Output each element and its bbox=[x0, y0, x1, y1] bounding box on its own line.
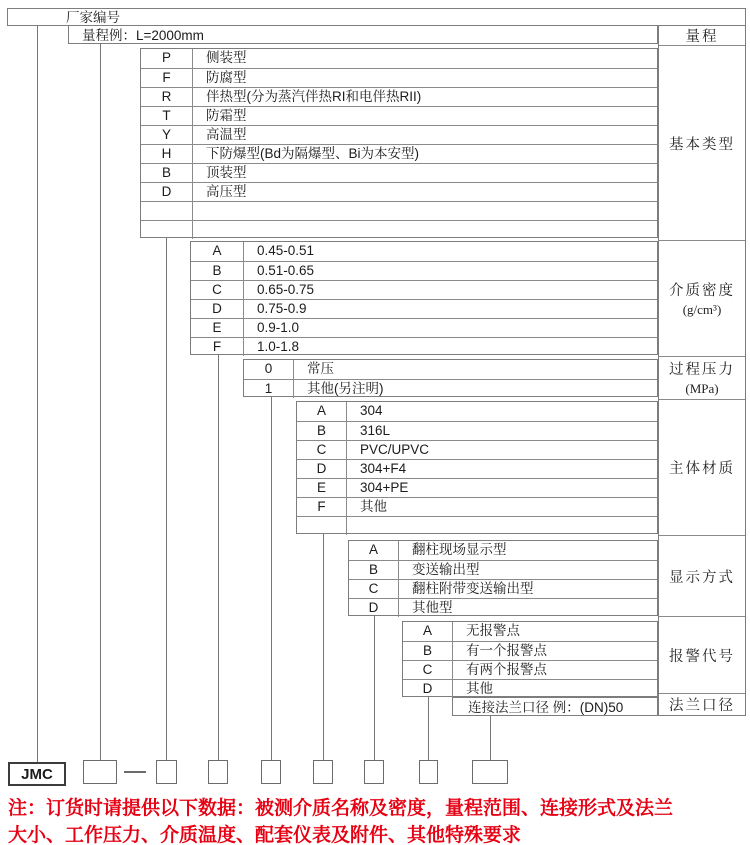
label-body-material bbox=[659, 399, 745, 534]
table-row bbox=[141, 163, 657, 182]
desc-cell: 侧装型 bbox=[206, 50, 247, 65]
label-medium-density-unit: (g/cm³) bbox=[682, 301, 722, 317]
desc-cell: 其他(另注明) bbox=[307, 381, 384, 396]
desc-cell: 0.65-0.75 bbox=[257, 282, 315, 297]
table-row bbox=[297, 497, 657, 516]
code-box-display-mode bbox=[364, 760, 384, 784]
table-row bbox=[141, 87, 657, 106]
ordering-note bbox=[8, 795, 746, 845]
range-example-row bbox=[68, 25, 658, 44]
code-cell: R bbox=[141, 88, 193, 106]
label-medium-density bbox=[659, 240, 745, 355]
table-row bbox=[191, 318, 657, 337]
table-row bbox=[403, 679, 657, 698]
table-row bbox=[297, 478, 657, 497]
desc-cell: 0.75-0.9 bbox=[257, 301, 307, 316]
code-cell: D bbox=[191, 300, 244, 318]
desc-cell bbox=[193, 202, 657, 220]
table-row bbox=[244, 379, 657, 398]
table-row bbox=[297, 440, 657, 459]
connector-line-flange bbox=[490, 716, 491, 760]
desc-cell: 伴热型(分为蒸汽伴热RI和电伴热RII) bbox=[206, 89, 422, 104]
table-row bbox=[141, 49, 657, 68]
code-cell: B bbox=[297, 422, 347, 440]
code-cell bbox=[141, 202, 193, 220]
desc-cell: 防腐型 bbox=[206, 70, 247, 85]
code-cell: C bbox=[403, 661, 453, 679]
label-body-material-text: 主体材质 bbox=[669, 461, 735, 478]
table-row bbox=[349, 541, 657, 560]
flange-row bbox=[452, 697, 658, 716]
group-body-material bbox=[296, 401, 658, 534]
code-box-body-material bbox=[313, 760, 333, 784]
desc-cell: 常压 bbox=[307, 361, 334, 376]
table-row bbox=[403, 622, 657, 641]
code-cell bbox=[141, 221, 193, 239]
desc-cell: 0.9-1.0 bbox=[257, 320, 300, 335]
range-example-text: 量程例：L=2000mm bbox=[82, 28, 204, 43]
code-box-alarm-code bbox=[419, 760, 438, 784]
label-flange-size bbox=[659, 693, 745, 715]
code-cell: D bbox=[141, 183, 193, 201]
desc-cell: 316L bbox=[360, 423, 391, 438]
factory-number-row bbox=[7, 8, 746, 26]
code-cell: C bbox=[349, 580, 399, 598]
desc-cell: 0.51-0.65 bbox=[257, 263, 315, 278]
group-medium-density bbox=[190, 241, 658, 355]
model-prefix-box: JMC bbox=[8, 762, 66, 786]
flange-row-text: 连接法兰口径 例：(DN)50 bbox=[468, 700, 624, 715]
desc-cell: 304+F4 bbox=[360, 461, 407, 476]
desc-cell: 高温型 bbox=[206, 127, 247, 142]
factory-number-label: 厂家编号 bbox=[66, 10, 120, 25]
desc-cell: 高压型 bbox=[206, 184, 247, 199]
label-medium-density-text: 介质密度 bbox=[669, 282, 735, 299]
connector-line-factory bbox=[37, 26, 38, 762]
table-row bbox=[191, 299, 657, 318]
code-cell: F bbox=[297, 498, 347, 516]
desc-cell: 其他 bbox=[360, 499, 387, 514]
table-row bbox=[297, 421, 657, 440]
table-row bbox=[191, 242, 657, 261]
code-cell: C bbox=[191, 281, 244, 299]
table-row bbox=[141, 106, 657, 125]
table-row bbox=[297, 459, 657, 478]
table-row bbox=[191, 261, 657, 280]
label-range-text: 量程 bbox=[685, 29, 719, 45]
ordering-note-line1: 注：订货时请提供以下数据：被测介质名称及密度，量程范围、连接形式及法兰 bbox=[8, 798, 674, 819]
code-box-range bbox=[83, 760, 117, 784]
table-row bbox=[297, 516, 657, 535]
table-row bbox=[349, 579, 657, 598]
connector-line-body-material bbox=[323, 534, 324, 760]
desc-cell: 304+PE bbox=[360, 480, 409, 495]
code-cell: P bbox=[141, 49, 193, 68]
table-row bbox=[141, 220, 657, 239]
code-cell: D bbox=[297, 460, 347, 478]
connector-line-medium-density bbox=[218, 355, 219, 760]
label-basic-type bbox=[659, 45, 745, 240]
label-alarm-code bbox=[659, 616, 745, 693]
connector-line-alarm-code bbox=[428, 697, 429, 760]
label-display-mode-text: 显示方式 bbox=[669, 569, 735, 586]
table-row bbox=[403, 641, 657, 660]
group-alarm-code bbox=[402, 621, 658, 697]
label-process-pressure-unit: (MPa) bbox=[685, 381, 719, 397]
desc-cell bbox=[193, 221, 657, 239]
code-cell: D bbox=[349, 599, 399, 617]
table-row bbox=[141, 68, 657, 87]
code-box-process-pressure bbox=[261, 760, 281, 784]
code-cell: 0 bbox=[244, 360, 294, 379]
table-row bbox=[191, 337, 657, 356]
group-process-pressure bbox=[243, 359, 658, 397]
group-basic-type bbox=[140, 48, 658, 238]
code-separator-dash bbox=[124, 771, 146, 773]
code-box-flange bbox=[472, 760, 508, 784]
code-cell: C bbox=[297, 441, 347, 459]
desc-cell: 顶装型 bbox=[206, 165, 247, 180]
desc-cell: 有一个报警点 bbox=[466, 643, 547, 658]
connector-line-process-pressure bbox=[271, 397, 272, 760]
desc-cell: 有两个报警点 bbox=[466, 662, 547, 677]
category-label-column bbox=[658, 25, 746, 716]
desc-cell: 变送输出型 bbox=[412, 562, 480, 577]
code-cell: A bbox=[403, 622, 453, 641]
desc-cell: 翻柱附带变送输出型 bbox=[412, 581, 534, 596]
desc-cell: 翻柱现场显示型 bbox=[412, 542, 507, 557]
code-cell: F bbox=[141, 69, 193, 87]
code-cell: B bbox=[191, 262, 244, 280]
code-cell: H bbox=[141, 145, 193, 163]
connector-line-basic-type bbox=[166, 238, 167, 760]
table-row bbox=[349, 598, 657, 617]
code-cell: A bbox=[297, 402, 347, 421]
code-cell: A bbox=[349, 541, 399, 560]
desc-cell: 304 bbox=[360, 403, 383, 418]
label-process-pressure-text: 过程压力 bbox=[669, 362, 735, 379]
table-row bbox=[191, 280, 657, 299]
code-cell: E bbox=[191, 319, 244, 337]
desc-cell: 其他型 bbox=[412, 600, 453, 615]
code-cell: D bbox=[403, 680, 453, 698]
code-cell: B bbox=[403, 642, 453, 660]
code-cell: E bbox=[297, 479, 347, 497]
table-row bbox=[244, 360, 657, 379]
label-process-pressure bbox=[659, 356, 745, 400]
ordering-note-line2: 大小、工作压力、介质温度、配套仪表及附件、其他特殊要求 bbox=[8, 825, 522, 845]
code-box-medium-density bbox=[208, 760, 228, 784]
code-cell bbox=[297, 517, 347, 535]
label-alarm-code-text: 报警代号 bbox=[669, 648, 735, 665]
connector-line-display-mode bbox=[374, 616, 375, 760]
desc-cell: 1.0-1.8 bbox=[257, 339, 300, 354]
desc-cell: 防霜型 bbox=[206, 108, 247, 123]
desc-cell: PVC/UPVC bbox=[360, 442, 430, 457]
code-cell: B bbox=[349, 561, 399, 579]
desc-cell: 下防爆型(Bd为隔爆型、Bi为本安型) bbox=[206, 146, 420, 161]
connector-line-range bbox=[100, 44, 101, 760]
table-row bbox=[403, 660, 657, 679]
desc-cell: 其他 bbox=[466, 681, 493, 696]
table-row bbox=[141, 144, 657, 163]
code-cell: 1 bbox=[244, 380, 294, 398]
table-row bbox=[297, 402, 657, 421]
table-row bbox=[141, 201, 657, 220]
group-display-mode bbox=[348, 540, 658, 616]
table-row bbox=[141, 125, 657, 144]
code-cell: B bbox=[141, 164, 193, 182]
label-basic-type-text: 基本类型 bbox=[669, 136, 735, 153]
code-box-basic-type bbox=[156, 760, 177, 784]
table-row bbox=[141, 182, 657, 201]
label-display-mode bbox=[659, 535, 745, 617]
desc-cell: 0.45-0.51 bbox=[257, 243, 315, 258]
desc-cell: 无报警点 bbox=[466, 623, 520, 638]
desc-cell bbox=[347, 517, 657, 535]
label-range bbox=[659, 26, 745, 45]
code-cell: Y bbox=[141, 126, 193, 144]
label-flange-size-text: 法兰口径 bbox=[669, 698, 735, 714]
table-row bbox=[349, 560, 657, 579]
code-cell: T bbox=[141, 107, 193, 125]
code-cell: A bbox=[191, 242, 244, 261]
code-cell: F bbox=[191, 338, 244, 356]
